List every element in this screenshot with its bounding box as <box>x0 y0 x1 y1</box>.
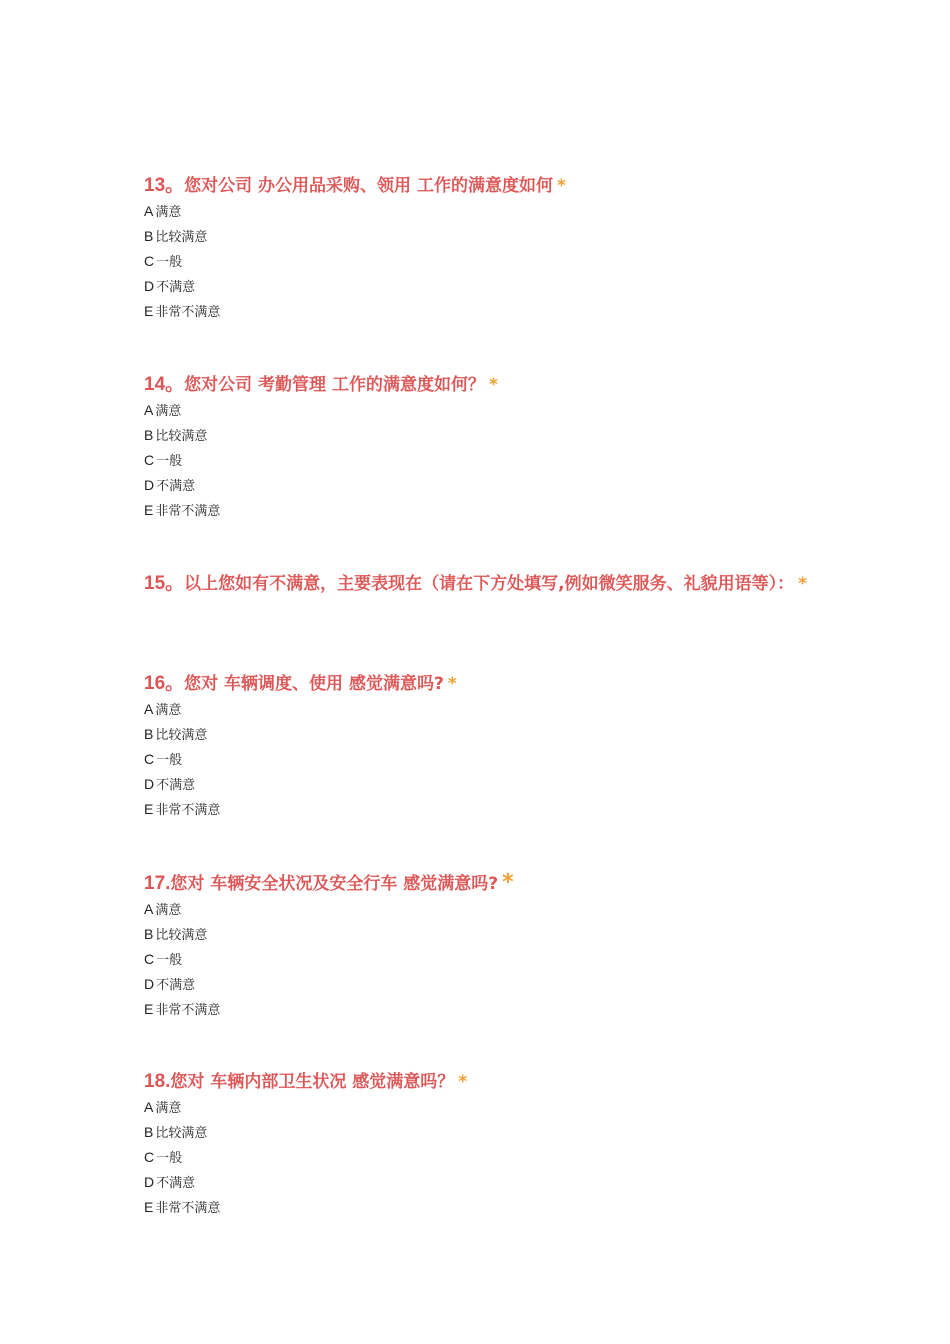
option-letter: C <box>144 253 155 269</box>
option-label: 满意 <box>155 205 182 220</box>
option-label: 非常不满意 <box>155 803 221 818</box>
option-letter: E <box>144 1001 154 1017</box>
option-letter: E <box>144 502 154 518</box>
question-16 <box>144 671 824 822</box>
option-e[interactable] <box>144 997 824 1022</box>
question-text: 您对 车辆安全状况及安全行车 感觉满意吗? <box>170 874 499 894</box>
option-label: 满意 <box>155 703 182 718</box>
option-letter: C <box>144 751 155 767</box>
question-number: 15。 <box>144 573 185 594</box>
required-marker: * <box>447 674 457 694</box>
option-letter: A <box>144 203 154 219</box>
option-letter: A <box>144 901 154 917</box>
option-label: 比较满意 <box>155 429 208 444</box>
required-marker: * <box>488 375 498 395</box>
option-a[interactable] <box>144 398 824 423</box>
required-marker: * <box>556 176 566 196</box>
option-a[interactable] <box>144 1095 824 1120</box>
option-label: 不满意 <box>156 280 196 295</box>
question-number: 13。 <box>144 175 185 196</box>
option-letter: C <box>144 951 155 967</box>
option-letter: D <box>144 976 155 992</box>
option-label: 不满意 <box>156 1176 196 1191</box>
option-label: 不满意 <box>156 978 196 993</box>
option-label: 一般 <box>156 1151 183 1166</box>
question-text: 以上您如有不满意，主要表现在（请在下方处填写,例如微笑服务、礼貌用语等）： <box>184 574 795 594</box>
option-label: 比较满意 <box>155 230 208 245</box>
option-label: 比较满意 <box>155 928 208 943</box>
option-letter: E <box>144 303 154 319</box>
question-text: 您对公司 考勤管理 工作的满意度如何？ <box>184 375 485 395</box>
option-letter: A <box>144 402 154 418</box>
option-b[interactable] <box>144 922 824 947</box>
required-marker: * <box>502 870 514 895</box>
question-number: 16。 <box>144 673 185 694</box>
option-c[interactable] <box>144 448 824 473</box>
option-label: 不满意 <box>156 778 196 793</box>
option-d[interactable] <box>144 1170 824 1195</box>
option-c[interactable] <box>144 947 824 972</box>
question-text: 您对公司 办公用品采购、领用 工作的满意度如何 <box>184 176 553 196</box>
question-title <box>144 671 824 697</box>
option-letter: D <box>144 776 155 792</box>
option-letter: C <box>144 1149 155 1165</box>
question-18 <box>144 1069 824 1220</box>
option-e[interactable] <box>144 498 824 523</box>
option-b[interactable] <box>144 722 824 747</box>
option-label: 不满意 <box>156 479 196 494</box>
option-letter: A <box>144 701 154 717</box>
option-list <box>144 1095 824 1220</box>
option-c[interactable] <box>144 1145 824 1170</box>
question-title <box>144 173 824 199</box>
required-marker: * <box>798 574 807 594</box>
option-letter: A <box>144 1099 154 1115</box>
option-a[interactable] <box>144 897 824 922</box>
option-label: 一般 <box>156 953 183 968</box>
question-title <box>144 1069 824 1095</box>
option-letter: B <box>144 1124 154 1140</box>
question-17 <box>144 870 824 1022</box>
question-title <box>144 870 824 897</box>
option-label: 非常不满意 <box>155 504 221 519</box>
question-number: 17. <box>144 873 171 894</box>
option-label: 一般 <box>156 753 183 768</box>
option-e[interactable] <box>144 1195 824 1220</box>
question-15 <box>144 571 814 597</box>
option-letter: E <box>144 801 154 817</box>
option-label: 比较满意 <box>155 728 208 743</box>
option-list <box>144 697 824 822</box>
option-letter: B <box>144 228 154 244</box>
option-label: 比较满意 <box>155 1126 208 1141</box>
option-letter: C <box>144 452 155 468</box>
option-letter: D <box>144 477 155 493</box>
option-label: 非常不满意 <box>155 1201 221 1216</box>
option-d[interactable] <box>144 274 824 299</box>
option-letter: B <box>144 926 154 942</box>
option-label: 满意 <box>155 404 182 419</box>
option-label: 满意 <box>155 903 182 918</box>
option-letter: B <box>144 726 154 742</box>
option-letter: B <box>144 427 154 443</box>
option-list <box>144 398 824 523</box>
question-title <box>144 571 814 597</box>
option-a[interactable] <box>144 697 824 722</box>
option-letter: D <box>144 1174 155 1190</box>
question-number: 14。 <box>144 374 185 395</box>
option-label: 满意 <box>155 1101 182 1116</box>
required-marker: * <box>458 1072 468 1092</box>
question-14 <box>144 372 824 523</box>
option-list <box>144 199 824 324</box>
option-d[interactable] <box>144 473 824 498</box>
question-13 <box>144 173 824 324</box>
option-b[interactable] <box>144 423 824 448</box>
option-b[interactable] <box>144 1120 824 1145</box>
option-list <box>144 897 824 1022</box>
option-d[interactable] <box>144 972 824 997</box>
option-c[interactable] <box>144 747 824 772</box>
option-label: 非常不满意 <box>155 305 221 320</box>
option-letter: E <box>144 1199 154 1215</box>
question-text: 您对 车辆内部卫生状况 感觉满意吗？ <box>170 1072 455 1092</box>
option-e[interactable] <box>144 797 824 822</box>
option-c[interactable] <box>144 249 824 274</box>
option-label: 一般 <box>156 255 183 270</box>
option-b[interactable] <box>144 224 824 249</box>
question-number: 18. <box>144 1071 171 1092</box>
option-a[interactable] <box>144 199 824 224</box>
question-text: 您对 车辆调度、使用 感觉满意吗? <box>184 674 444 694</box>
option-letter: D <box>144 278 155 294</box>
option-e[interactable] <box>144 299 824 324</box>
question-title <box>144 372 824 398</box>
option-label: 一般 <box>156 454 183 469</box>
option-d[interactable] <box>144 772 824 797</box>
option-label: 非常不满意 <box>155 1003 221 1018</box>
